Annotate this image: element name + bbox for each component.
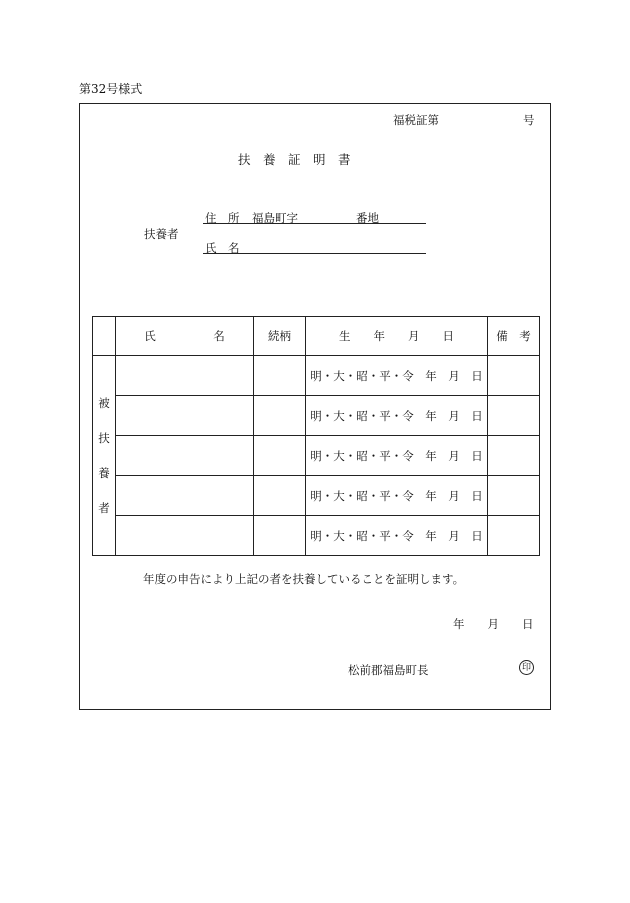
dependent-name-cell [116, 396, 254, 436]
side-char: 養 [98, 465, 110, 480]
address-underline [203, 223, 426, 224]
reference-prefix: 福税証第 [393, 113, 439, 127]
table-row [93, 356, 540, 396]
birth-date-cell: 明・大・昭・平・令 年 月 日 [306, 436, 488, 476]
table-row [93, 396, 540, 436]
address-value: 福島町字 [252, 211, 298, 225]
header-relation: 続柄 [254, 317, 306, 356]
address-label: 住 所 [205, 211, 240, 225]
certification-statement: 年度の申告により上記の者を扶養していることを証明します。 [143, 572, 465, 586]
relation-cell [254, 476, 306, 516]
side-char: 者 [98, 500, 110, 515]
side-char: 扶 [98, 430, 110, 445]
relation-cell [254, 396, 306, 436]
table-row [93, 436, 540, 476]
birth-date-cell: 明・大・昭・平・令 年 月 日 [306, 356, 488, 396]
header-birth-date: 生 年 月 日 [306, 317, 488, 356]
table-row [93, 476, 540, 516]
relation-cell [254, 356, 306, 396]
dependent-name-cell [116, 516, 254, 556]
issuer-name: 松前郡福島町長 [348, 663, 429, 677]
birth-date-cell: 明・大・昭・平・令 年 月 日 [306, 516, 488, 556]
dependent-name-cell [116, 476, 254, 516]
remarks-cell [488, 396, 540, 436]
seal-mark: 印 [519, 660, 534, 675]
name-underline [203, 253, 426, 254]
remarks-cell [488, 516, 540, 556]
dependent-side-label [93, 356, 116, 556]
side-char: 被 [98, 395, 110, 410]
form-number: 第32号様式 [79, 82, 143, 96]
dependent-name-cell [116, 436, 254, 476]
table-row [93, 516, 540, 556]
document-title: 扶 養 証 明 書 [238, 152, 351, 167]
header-name: 氏 名 [116, 317, 254, 356]
relation-cell [254, 516, 306, 556]
header-remarks: 備 考 [488, 317, 540, 356]
reference-suffix: 号 [523, 113, 535, 127]
remarks-cell [488, 356, 540, 396]
header-side [93, 317, 116, 356]
address-suffix: 番地 [356, 211, 379, 225]
remarks-cell [488, 436, 540, 476]
name-label: 氏 名 [205, 241, 240, 255]
date-line: 年 月 日 [453, 617, 534, 631]
dependents-table [92, 316, 540, 556]
dependent-name-cell [116, 356, 254, 396]
table-header-row [93, 317, 540, 356]
relation-cell [254, 436, 306, 476]
supporter-label: 扶養者 [144, 227, 179, 241]
remarks-cell [488, 476, 540, 516]
birth-date-cell: 明・大・昭・平・令 年 月 日 [306, 396, 488, 436]
birth-date-cell: 明・大・昭・平・令 年 月 日 [306, 476, 488, 516]
